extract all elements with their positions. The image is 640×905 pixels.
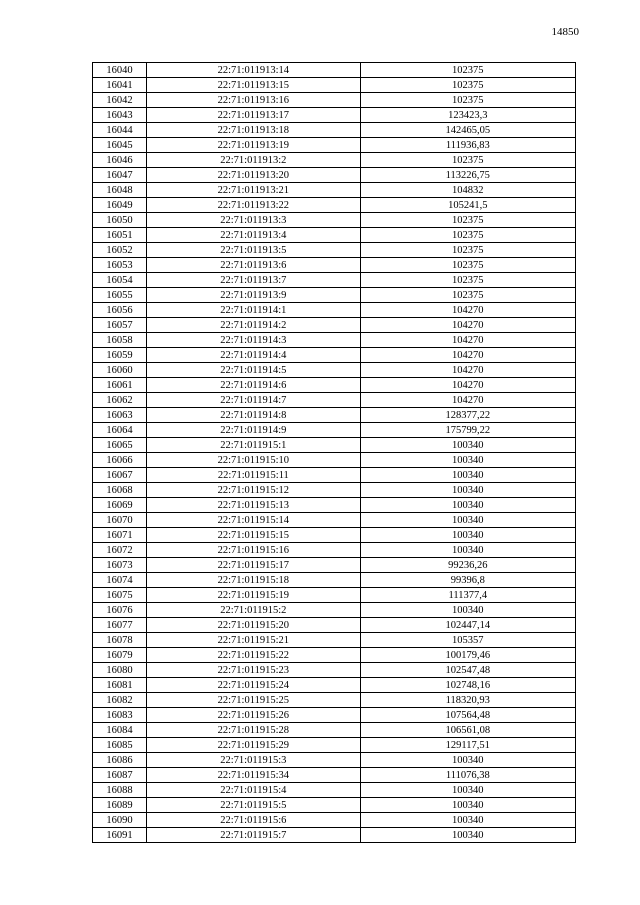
table-row: [93, 438, 576, 453]
cadastral-number-cell: 22:71:011913:22: [147, 198, 360, 213]
cadastral-number-cell: 22:71:011915:12: [147, 483, 360, 498]
value-cell: 104270: [360, 333, 575, 348]
row-number-cell: 16071: [93, 528, 147, 543]
row-number-cell: 16070: [93, 513, 147, 528]
row-number-cell: 16058: [93, 333, 147, 348]
table-body: [93, 63, 576, 843]
row-number-cell: 16062: [93, 393, 147, 408]
cadastral-number-cell: 22:71:011915:34: [147, 768, 360, 783]
value-cell: 102375: [360, 213, 575, 228]
value-cell: 104270: [360, 393, 575, 408]
value-cell: 99396,8: [360, 573, 575, 588]
cadastral-number-cell: 22:71:011913:9: [147, 288, 360, 303]
value-cell: 129117,51: [360, 738, 575, 753]
value-cell: 100340: [360, 543, 575, 558]
cadastral-number-cell: 22:71:011913:17: [147, 108, 360, 123]
cadastral-number-cell: 22:71:011915:7: [147, 828, 360, 843]
row-number-cell: 16052: [93, 243, 147, 258]
page-number: 14850: [551, 26, 579, 38]
value-cell: 100340: [360, 468, 575, 483]
cadastral-number-cell: 22:71:011915:16: [147, 543, 360, 558]
table-row: [93, 828, 576, 843]
value-cell: 102375: [360, 273, 575, 288]
cadastral-number-cell: 22:71:011913:15: [147, 78, 360, 93]
cadastral-number-cell: 22:71:011913:5: [147, 243, 360, 258]
value-cell: 102748,16: [360, 678, 575, 693]
value-cell: 104270: [360, 378, 575, 393]
value-cell: 100340: [360, 798, 575, 813]
value-cell: 105241,5: [360, 198, 575, 213]
value-cell: 128377,22: [360, 408, 575, 423]
row-number-cell: 16051: [93, 228, 147, 243]
cadastral-number-cell: 22:71:011915:19: [147, 588, 360, 603]
row-number-cell: 16055: [93, 288, 147, 303]
value-cell: 123423,3: [360, 108, 575, 123]
value-cell: 102547,48: [360, 663, 575, 678]
table-row: [93, 393, 576, 408]
row-number-cell: 16046: [93, 153, 147, 168]
value-cell: 102375: [360, 243, 575, 258]
table-row: [93, 123, 576, 138]
value-cell: 104270: [360, 363, 575, 378]
table-row: [93, 273, 576, 288]
row-number-cell: 16065: [93, 438, 147, 453]
table-row: [93, 198, 576, 213]
row-number-cell: 16040: [93, 63, 147, 78]
table-row: [93, 663, 576, 678]
cadastral-number-cell: 22:71:011913:16: [147, 93, 360, 108]
value-cell: 102375: [360, 288, 575, 303]
cadastral-number-cell: 22:71:011913:21: [147, 183, 360, 198]
table-row: [93, 318, 576, 333]
table-row: [93, 498, 576, 513]
cadastral-number-cell: 22:71:011913:7: [147, 273, 360, 288]
table-row: [93, 63, 576, 78]
value-cell: 102375: [360, 258, 575, 273]
value-cell: 100340: [360, 828, 575, 843]
cadastral-number-cell: 22:71:011915:3: [147, 753, 360, 768]
row-number-cell: 16043: [93, 108, 147, 123]
row-number-cell: 16056: [93, 303, 147, 318]
cadastral-number-cell: 22:71:011913:6: [147, 258, 360, 273]
cadastral-number-cell: 22:71:011915:13: [147, 498, 360, 513]
cadastral-number-cell: 22:71:011913:14: [147, 63, 360, 78]
cadastral-number-cell: 22:71:011913:2: [147, 153, 360, 168]
value-cell: 100340: [360, 438, 575, 453]
cadastral-number-cell: 22:71:011914:9: [147, 423, 360, 438]
table-row: [93, 363, 576, 378]
table-row: [93, 723, 576, 738]
cadastral-number-cell: 22:71:011915:28: [147, 723, 360, 738]
table-row: [93, 213, 576, 228]
cadastral-number-cell: 22:71:011914:6: [147, 378, 360, 393]
cadastral-number-cell: 22:71:011915:26: [147, 708, 360, 723]
row-number-cell: 16069: [93, 498, 147, 513]
table-row: [93, 528, 576, 543]
row-number-cell: 16090: [93, 813, 147, 828]
value-cell: 100340: [360, 753, 575, 768]
row-number-cell: 16077: [93, 618, 147, 633]
cadastral-number-cell: 22:71:011915:18: [147, 573, 360, 588]
value-cell: 102375: [360, 63, 575, 78]
data-table: [92, 62, 576, 843]
row-number-cell: 16053: [93, 258, 147, 273]
table-row: [93, 513, 576, 528]
value-cell: 118320,93: [360, 693, 575, 708]
value-cell: 100340: [360, 603, 575, 618]
table-row: [93, 138, 576, 153]
value-cell: 111377,4: [360, 588, 575, 603]
cadastral-number-cell: 22:71:011915:23: [147, 663, 360, 678]
row-number-cell: 16066: [93, 453, 147, 468]
cadastral-number-cell: 22:71:011913:4: [147, 228, 360, 243]
row-number-cell: 16054: [93, 273, 147, 288]
value-cell: 102375: [360, 228, 575, 243]
table-row: [93, 408, 576, 423]
cadastral-number-cell: 22:71:011915:24: [147, 678, 360, 693]
table-row: [93, 543, 576, 558]
table-row: [93, 258, 576, 273]
row-number-cell: 16088: [93, 783, 147, 798]
cadastral-number-cell: 22:71:011915:10: [147, 453, 360, 468]
cadastral-number-cell: 22:71:011914:7: [147, 393, 360, 408]
value-cell: 142465,05: [360, 123, 575, 138]
cadastral-number-cell: 22:71:011913:19: [147, 138, 360, 153]
value-cell: 111076,38: [360, 768, 575, 783]
value-cell: 104270: [360, 303, 575, 318]
cadastral-number-cell: 22:71:011915:15: [147, 528, 360, 543]
table-row: [93, 228, 576, 243]
row-number-cell: 16072: [93, 543, 147, 558]
cadastral-number-cell: 22:71:011915:5: [147, 798, 360, 813]
row-number-cell: 16068: [93, 483, 147, 498]
cadastral-number-cell: 22:71:011915:1: [147, 438, 360, 453]
row-number-cell: 16073: [93, 558, 147, 573]
table-row: [93, 348, 576, 363]
cadastral-number-cell: 22:71:011915:11: [147, 468, 360, 483]
table-row: [93, 573, 576, 588]
row-number-cell: 16076: [93, 603, 147, 618]
row-number-cell: 16085: [93, 738, 147, 753]
cadastral-number-cell: 22:71:011914:1: [147, 303, 360, 318]
cadastral-number-cell: 22:71:011913:18: [147, 123, 360, 138]
table-row: [93, 453, 576, 468]
row-number-cell: 16063: [93, 408, 147, 423]
table-row: [93, 738, 576, 753]
row-number-cell: 16083: [93, 708, 147, 723]
value-cell: 100340: [360, 813, 575, 828]
value-cell: 102375: [360, 153, 575, 168]
table-row: [93, 183, 576, 198]
cadastral-number-cell: 22:71:011914:8: [147, 408, 360, 423]
row-number-cell: 16041: [93, 78, 147, 93]
table-row: [93, 708, 576, 723]
value-cell: 106561,08: [360, 723, 575, 738]
cadastral-number-cell: 22:71:011915:21: [147, 633, 360, 648]
row-number-cell: 16059: [93, 348, 147, 363]
row-number-cell: 16042: [93, 93, 147, 108]
table-row: [93, 153, 576, 168]
value-cell: 107564,48: [360, 708, 575, 723]
row-number-cell: 16074: [93, 573, 147, 588]
cadastral-number-cell: 22:71:011914:4: [147, 348, 360, 363]
table-row: [93, 588, 576, 603]
row-number-cell: 16089: [93, 798, 147, 813]
row-number-cell: 16060: [93, 363, 147, 378]
row-number-cell: 16082: [93, 693, 147, 708]
row-number-cell: 16049: [93, 198, 147, 213]
value-cell: 100340: [360, 483, 575, 498]
row-number-cell: 16091: [93, 828, 147, 843]
value-cell: 104270: [360, 318, 575, 333]
table-row: [93, 93, 576, 108]
table-row: [93, 108, 576, 123]
cadastral-number-cell: 22:71:011915:4: [147, 783, 360, 798]
table-row: [93, 558, 576, 573]
row-number-cell: 16044: [93, 123, 147, 138]
table-row: [93, 423, 576, 438]
value-cell: 100340: [360, 783, 575, 798]
table-row: [93, 603, 576, 618]
table-row: [93, 648, 576, 663]
value-cell: 104832: [360, 183, 575, 198]
table-row: [93, 333, 576, 348]
table-row: [93, 693, 576, 708]
row-number-cell: 16050: [93, 213, 147, 228]
row-number-cell: 16081: [93, 678, 147, 693]
table-row: [93, 378, 576, 393]
table-row: [93, 168, 576, 183]
cadastral-number-cell: 22:71:011914:3: [147, 333, 360, 348]
row-number-cell: 16045: [93, 138, 147, 153]
table-row: [93, 303, 576, 318]
table-row: [93, 798, 576, 813]
row-number-cell: 16067: [93, 468, 147, 483]
value-cell: 99236,26: [360, 558, 575, 573]
value-cell: 100340: [360, 528, 575, 543]
table-row: [93, 243, 576, 258]
row-number-cell: 16064: [93, 423, 147, 438]
table-row: [93, 633, 576, 648]
row-number-cell: 16086: [93, 753, 147, 768]
value-cell: 100340: [360, 453, 575, 468]
cadastral-number-cell: 22:71:011915:20: [147, 618, 360, 633]
row-number-cell: 16061: [93, 378, 147, 393]
table-row: [93, 618, 576, 633]
cadastral-number-cell: 22:71:011913:20: [147, 168, 360, 183]
value-cell: 111936,83: [360, 138, 575, 153]
cadastral-number-cell: 22:71:011915:2: [147, 603, 360, 618]
cadastral-number-cell: 22:71:011914:5: [147, 363, 360, 378]
value-cell: 102375: [360, 78, 575, 93]
table-row: [93, 678, 576, 693]
row-number-cell: 16080: [93, 663, 147, 678]
row-number-cell: 16087: [93, 768, 147, 783]
cadastral-number-cell: 22:71:011913:3: [147, 213, 360, 228]
cadastral-number-cell: 22:71:011915:6: [147, 813, 360, 828]
cadastral-number-cell: 22:71:011915:17: [147, 558, 360, 573]
value-cell: 113226,75: [360, 168, 575, 183]
cadastral-number-cell: 22:71:011915:29: [147, 738, 360, 753]
table-row: [93, 813, 576, 828]
row-number-cell: 16075: [93, 588, 147, 603]
row-number-cell: 16079: [93, 648, 147, 663]
row-number-cell: 16047: [93, 168, 147, 183]
table-row: [93, 78, 576, 93]
value-cell: 100179,46: [360, 648, 575, 663]
row-number-cell: 16078: [93, 633, 147, 648]
value-cell: 102447,14: [360, 618, 575, 633]
table-row: [93, 288, 576, 303]
table-row: [93, 468, 576, 483]
cadastral-number-cell: 22:71:011915:14: [147, 513, 360, 528]
cadastral-number-cell: 22:71:011915:25: [147, 693, 360, 708]
table-row: [93, 768, 576, 783]
table-row: [93, 783, 576, 798]
cadastral-number-cell: 22:71:011914:2: [147, 318, 360, 333]
value-cell: 175799,22: [360, 423, 575, 438]
value-cell: 104270: [360, 348, 575, 363]
value-cell: 102375: [360, 93, 575, 108]
table-row: [93, 753, 576, 768]
cadastral-number-cell: 22:71:011915:22: [147, 648, 360, 663]
table-row: [93, 483, 576, 498]
value-cell: 100340: [360, 498, 575, 513]
value-cell: 100340: [360, 513, 575, 528]
value-cell: 105357: [360, 633, 575, 648]
row-number-cell: 16084: [93, 723, 147, 738]
row-number-cell: 16057: [93, 318, 147, 333]
row-number-cell: 16048: [93, 183, 147, 198]
